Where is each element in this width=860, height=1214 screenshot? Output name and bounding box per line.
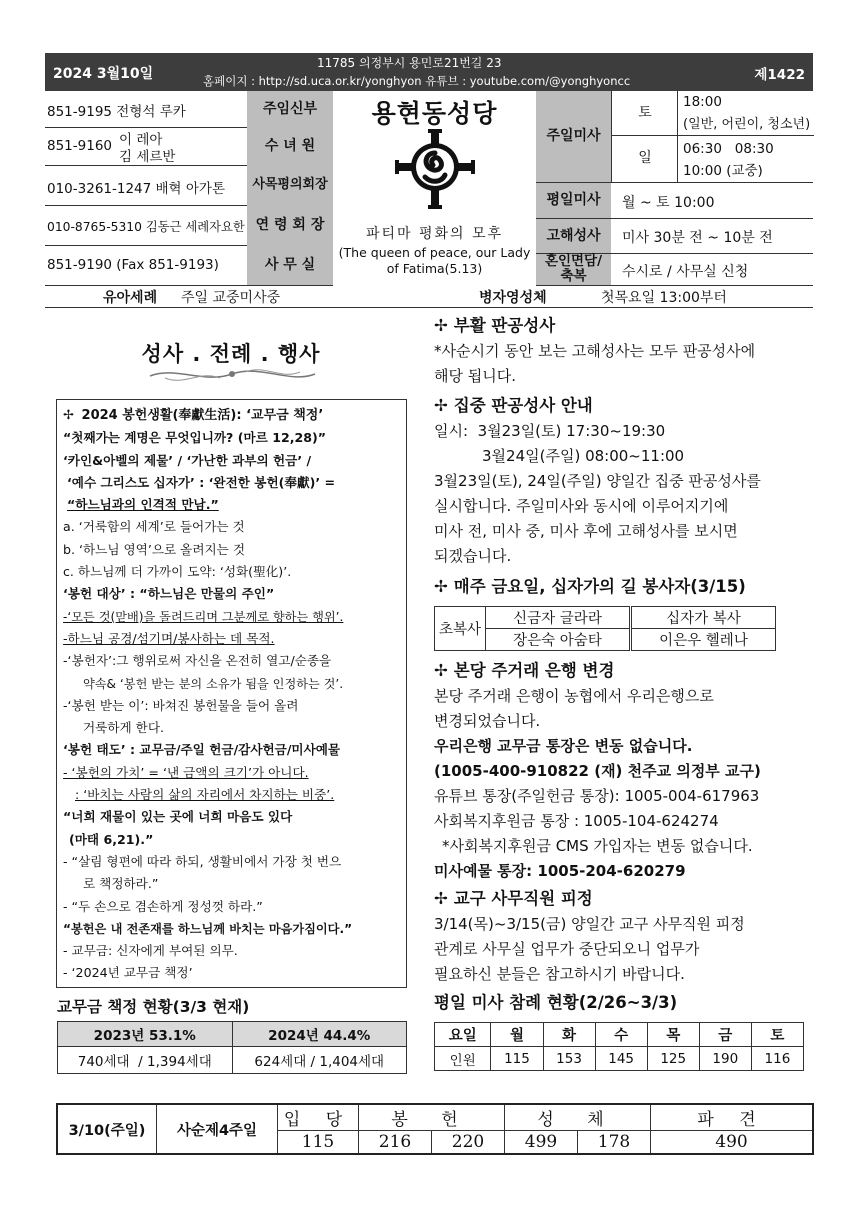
- marriage-label: [536, 254, 611, 285]
- footer-week: 사순제4주일: [157, 1104, 278, 1154]
- confession-label: 고해성사: [536, 219, 611, 253]
- box-line: ‘봉헌 대상’ : “하느님은 만물의 주인”: [63, 586, 275, 602]
- status-value: 740세대 / 1,394세대: [58, 1047, 233, 1074]
- box-line-text: -하느님 공경/섬기며/봉사하는 데 목적.: [63, 630, 275, 646]
- section-heading: 매주 금요일, 십자가의 길 봉사자(3/15): [453, 577, 746, 596]
- body-line: 관계로 사무실 업무가 중단되오니 업무가: [434, 940, 700, 958]
- contact-role: 연 령 회 장: [247, 205, 333, 245]
- cross-icon: ✢: [63, 408, 74, 423]
- mass-schedule: [536, 91, 813, 286]
- servers-table: [434, 606, 776, 651]
- attendance-value: 145: [595, 1047, 647, 1071]
- infant-baptism-label: 유아세례: [103, 290, 158, 306]
- box-line: [63, 606, 400, 628]
- footer-value-offering: 220: [432, 1131, 505, 1155]
- issue-date: 2024 3월10일: [53, 66, 154, 82]
- sick-communion-text: 첫목요일 13:00부터: [601, 290, 727, 306]
- contact-row: [45, 165, 333, 206]
- church-motto-en: (The queen of peace, our Lady of Fatima(5.13): [338, 245, 531, 276]
- marriage-label-line: 혼인면담/: [544, 253, 603, 269]
- box-line: [63, 494, 400, 516]
- box-line-text: -‘모든 것(맏배)을 돌려드리며 그분께로 향하는 행위’.: [63, 609, 344, 624]
- status-header: 2023년 53.1%: [58, 1022, 233, 1047]
- attendance-head: 수: [595, 1023, 647, 1047]
- footer-head-entry: 입 당: [278, 1104, 359, 1131]
- attendance-table: [434, 1022, 804, 1071]
- attendance-head: 금: [699, 1023, 751, 1047]
- section-heading: 부활 판공성사: [453, 316, 556, 335]
- footer-value-communion: 178: [578, 1131, 651, 1155]
- box-line: - “살림 형편에 따라 하되, 생활비에서 가장 첫 번으: [63, 853, 342, 869]
- footer-value-offering: 216: [359, 1131, 432, 1155]
- box-line: ‘예수 그리스도 십자가’ : ‘완전한 봉헌(奉獻)’ =: [67, 474, 336, 490]
- attendance-value: 125: [647, 1047, 699, 1071]
- sun-time: 10:00 (교중): [683, 163, 763, 179]
- cross-icon: ✢: [434, 577, 448, 596]
- servers-cell: 장은숙 아숨타: [486, 629, 631, 651]
- marriage-label-line: 축복: [560, 268, 587, 284]
- box-line-text: : ‘바치는 사람의 삶의 자리에서 차지하는 비중’.: [75, 787, 335, 803]
- contact-phone: 851-9160: [47, 138, 112, 154]
- contact-row: [45, 245, 333, 285]
- status-title: 교무금 책정 현황(3/3 현재): [57, 998, 250, 1016]
- contact-info: 010-8765-5310 김동근 세례자요한: [47, 220, 245, 234]
- box-line-text: “하느님과의 인격적 만남.”: [67, 497, 219, 513]
- box-line: [63, 628, 400, 650]
- status-header: 2024년 44.4%: [232, 1022, 407, 1047]
- box-title-text: 2024 봉헌생활(奉獻生活): ‘교무금 책정’: [81, 408, 324, 423]
- sat-label: 토: [611, 91, 678, 136]
- footer-date: 3/10(주일): [57, 1104, 157, 1154]
- footer-value-communion: 499: [505, 1131, 578, 1155]
- attendance-head: 요일: [435, 1023, 491, 1047]
- servers-cell: 십자가 복사: [631, 607, 776, 629]
- body-line: 3월23일(토), 24일(주일) 양일간 집중 판공성사를: [434, 472, 761, 490]
- contact-info: 010-3261-1247 배혁 아가톤: [47, 181, 226, 197]
- section-heading: 집중 판공성사 안내: [453, 396, 593, 415]
- box-title: [63, 405, 400, 427]
- section-bank-change: [434, 657, 814, 884]
- contacts-block: [45, 91, 333, 285]
- body-line: 3월24일(주일) 08:00~11:00: [482, 447, 685, 465]
- box-line: “봉헌은 내 전존재를 하느님께 바치는 마음가짐이다.”: [63, 921, 353, 936]
- footer-head-offering: 봉 헌: [359, 1104, 505, 1131]
- box-line: (마태 6,21).”: [69, 831, 154, 847]
- weekday-mass-label: 평일미사: [536, 183, 611, 218]
- attendance-value: 190: [699, 1047, 751, 1071]
- footer-head-dismissal: 파 견: [651, 1104, 814, 1131]
- attendance-head: 토: [751, 1023, 803, 1047]
- contact-row: [45, 205, 333, 246]
- footer-table: [56, 1103, 814, 1155]
- box-line: 약속& ‘봉헌 받는 분의 소유가 됨을 인정하는 것’.: [83, 676, 344, 691]
- sick-communion-label: 병자영성체: [479, 290, 547, 306]
- sat-times: [677, 91, 814, 136]
- box-line: “너희 재물이 있는 곳에 너희 마음도 있다: [63, 809, 293, 825]
- web-links: 홈페이지 : http://sd.uca.or.kr/yonghyon 유튜브 : youtube.com/@yonghyoncc: [203, 74, 631, 88]
- contact-row: [45, 127, 333, 166]
- sat-time: 18:00: [683, 94, 722, 110]
- attendance-head: 월: [491, 1023, 543, 1047]
- servers-cell: 이은우 헬레나: [631, 629, 776, 651]
- weekday-mass-time: 월 ~ 토 10:00: [622, 195, 715, 211]
- box-line: 로 책정하라.”: [83, 876, 159, 892]
- church-name: 용현동성당: [371, 99, 498, 128]
- servers-label: 초복사: [435, 607, 486, 651]
- sat-note: (일반, 어린이, 청소년): [683, 117, 811, 132]
- status-value: 624세대 / 1,404세대: [232, 1047, 407, 1074]
- body-line: 3/14(목)~3/15(금) 양일간 교구 사무직원 피정: [434, 915, 745, 933]
- attendance-head: 목: [647, 1023, 699, 1047]
- church-motto: 파티마 평화의 모후: [365, 226, 504, 242]
- body-line: 미사예물 통장: 1005-204-620279: [434, 862, 686, 880]
- attendance-value: 115: [491, 1047, 543, 1071]
- body-line: 변경되었습니다.: [434, 712, 541, 730]
- status-table: [57, 1021, 407, 1074]
- box-line: [63, 762, 400, 784]
- attendance-value: 인원: [435, 1047, 491, 1071]
- infant-baptism-text: 주일 교중미사중: [181, 290, 281, 306]
- marriage-time: 수시로 / 사무실 신청: [622, 264, 749, 280]
- cross-icon: ✢: [434, 661, 448, 680]
- body-line: 실시합니다. 주일미사와 동시에 이루어지기에: [434, 497, 729, 515]
- box-line: -‘봉헌 받는 이’: 바쳐진 봉헌물을 들어 올려: [63, 697, 299, 713]
- box-line: -‘봉헌자’:그 행위로써 자신을 온전히 열고/순종을: [63, 653, 332, 669]
- box-line-text: - ‘봉헌의 가치’ = ‘낸 금액의 크기’가 아니다.: [63, 764, 309, 780]
- contact-role: 수 녀 원: [247, 127, 333, 165]
- body-line: 유튜브 통장(주일헌금 통장): 1005-004-617963: [434, 787, 760, 805]
- section-easter-confession: [434, 312, 814, 389]
- box-line: 거룩하게 한다.: [83, 720, 164, 736]
- section-weekday-attendance: [434, 989, 814, 1071]
- footer-value-entry: 115: [278, 1131, 359, 1155]
- body-line: 사회복지후원금 통장 : 1005-104-624274: [434, 812, 719, 830]
- body-line: 일시: 3월23일(토) 17:30~19:30: [434, 422, 666, 440]
- body-line: 필요하신 분들은 참고하시기 바랍니다.: [434, 965, 685, 983]
- church-block: [333, 91, 536, 285]
- issue-number: 제1422: [754, 67, 805, 83]
- box-line: b. ‘하느님 영역’으로 올려지는 것: [63, 541, 246, 557]
- attendance-value: 116: [751, 1047, 803, 1071]
- box-line: ‘카인&아벨의 제물’ / ‘가난한 과부의 헌금’ /: [63, 452, 312, 468]
- section-title: 성사 . 전례 . 행사: [141, 342, 321, 366]
- section-stations-servers: [434, 573, 814, 651]
- box-line: “첫째가는 계명은 무엇입니까? (마르 12,28)”: [63, 430, 327, 446]
- church-address: 11785 의정부시 용민로21번길 23: [317, 56, 502, 70]
- section-heading: 평일 미사 참례 현황(2/26~3/3): [434, 993, 678, 1012]
- body-line: 되겠습니다.: [434, 547, 512, 565]
- attendance-head: 화: [543, 1023, 595, 1047]
- notice-row: [45, 285, 813, 308]
- contact-role: 주임신부: [247, 91, 333, 127]
- footer-value-dismissal: 490: [651, 1131, 814, 1155]
- cross-icon: ✢: [434, 396, 448, 415]
- box-line: a. ‘거룩함의 세계’로 들어가는 것: [63, 519, 245, 535]
- contact-row: [45, 91, 333, 128]
- cross-icon: ✢: [434, 889, 448, 908]
- contact-info: 851-9195 전형석 루카: [47, 104, 186, 120]
- church-logo: [395, 129, 475, 209]
- footer-head-communion: 성 체: [505, 1104, 651, 1131]
- box-line: - “두 손으로 겸손하게 정성껏 하라.”: [63, 898, 263, 914]
- section-staff-retreat: [434, 885, 814, 987]
- attendance-value: 153: [543, 1047, 595, 1071]
- section-heading: 교구 사무직원 피정: [453, 889, 593, 908]
- box-line: c. 하느님께 더 가까이 도약: ‘성화(聖化)’.: [63, 564, 292, 580]
- confession-time: 미사 30분 전 ~ 10분 전: [622, 230, 773, 246]
- right-column: [434, 312, 814, 1071]
- section-intensive-confession: [434, 392, 814, 569]
- ornament: [145, 364, 320, 386]
- contact-name: 김 세르반: [119, 149, 176, 165]
- body-line: 미사 전, 미사 중, 미사 후에 고해성사를 보시면: [434, 522, 738, 540]
- body-line: 해당 됩니다.: [434, 367, 516, 385]
- body-line: 본당 주거래 은행이 농협에서 우리은행으로: [434, 687, 714, 705]
- box-line: - ‘2024년 교무금 책정’: [63, 965, 193, 981]
- sun-times: [677, 135, 814, 182]
- servers-cell: 신금자 글라라: [486, 607, 631, 629]
- contact-role: 사목평의회장: [247, 165, 333, 205]
- header-bar: [45, 53, 813, 91]
- sun-label: 일: [611, 135, 678, 182]
- box-line: ‘봉헌 태도’ : 교무금/주일 헌금/감사헌금/미사예물: [63, 742, 341, 758]
- offering-box: [56, 399, 407, 988]
- sun-time: 06:30 08:30: [683, 141, 774, 157]
- sunday-mass-label: 주일미사: [536, 91, 611, 182]
- body-line: *사회복지후원금 CMS 가입자는 변동 없습니다.: [442, 837, 753, 855]
- cross-icon: ✢: [434, 316, 448, 335]
- contact-info: 851-9190 (Fax 851-9193): [47, 257, 219, 273]
- contact-name: 이 레아: [119, 132, 163, 148]
- contact-role: 사 무 실: [247, 245, 333, 285]
- section-heading: 본당 주거래 은행 변경: [453, 661, 615, 680]
- box-line: - 교무금: 신자에게 부여된 의무.: [63, 943, 238, 959]
- body-line: *사순시기 동안 보는 고해성사는 모두 판공성사에: [434, 342, 756, 360]
- box-line: [63, 784, 400, 806]
- body-line: (1005-400-910822 (재) 천주교 의정부 교구): [434, 762, 761, 780]
- body-line: 우리은행 교무금 통장은 변동 없습니다.: [434, 737, 693, 755]
